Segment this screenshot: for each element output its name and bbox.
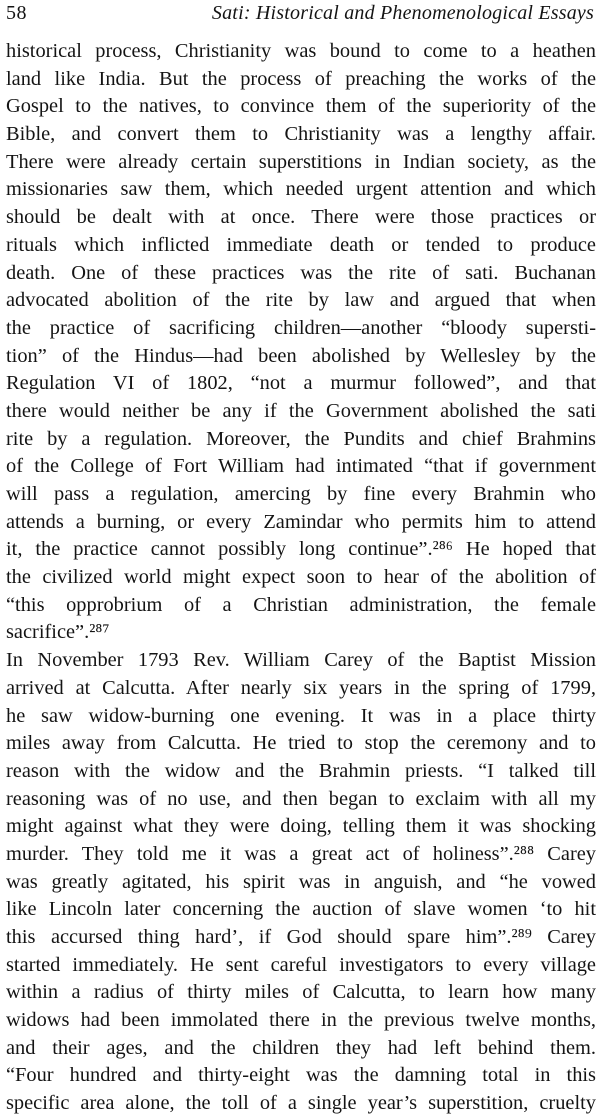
text-line: Regulation VI of 1802, “not a murmur followed”, and that [6,372,596,395]
text-line: this accursed thing hard’, if God should spare him”.²⁸⁹ Carey [6,926,596,948]
text-line: was greatly agitated, his spirit was in anguish, and “he vowed [6,870,596,893]
running-title: Sati: Historical and Phenomenological Essays [211,2,594,24]
text-line: reason with the widow and the Brahmin priests. “I talked till [6,759,596,782]
text-line: it, the practice cannot possibly long continue”.²⁸⁶ He hoped that [6,538,596,561]
text-line: Gospel to the natives, to convince them of the superiority of the [6,95,596,118]
text-line: Bible, and convert them to Christianity was a lengthy affair. [6,123,596,146]
text-line: missionaries saw them, which needed urgent attention and which [6,178,596,201]
text-line: started immediately. He sent careful investigators to every village [6,953,596,976]
text-line: of the College of Fort William had intimated “that if government [6,455,596,478]
text-line: reasoning was of no use, and then began to exclaim with all my [6,787,596,810]
text-line: In November 1793 Rev. William Carey of the Baptist Mission [6,649,596,672]
text-line: might against what they were doing, telling them it was shocking [6,815,596,838]
text-line: rite by a regulation. Moreover, the Pundits and chief Brahmins [6,427,596,450]
text-line: land like India. But the process of preaching the works of the [6,67,596,90]
text-line: attends a burning, or every Zamindar who permits him to attend [6,510,596,533]
text-line: widows had been immolated there in the previous twelve months, [6,1009,596,1032]
page-number: 58 [6,2,27,24]
text-line: historical process, Christianity was bound to come to a heathen [6,40,596,62]
text-line: advocated abolition of the rite by law and argued that when [6,289,596,312]
text-line: rituals which inflicted immediate death or tended to produce [6,233,596,256]
text-line: should be dealt with at once. There were those practices or [6,206,596,229]
text-line: sacrifice”.²⁸⁷ [6,621,110,644]
text-line: miles away from Calcutta. He tried to stop the ceremony and to [6,732,596,755]
text-line: specific area alone, the toll of a single year’s superstition, cruelty [6,1092,596,1115]
text-line: the civilized world might expect soon to hear of the abolition of [6,566,596,589]
text-line: will pass a regulation, amercing by fine every Brahmin who [6,483,596,505]
text-line: death. One of these practices was the rite of sati. Buchanan [6,261,596,284]
text-line: like Lincoln later concerning the auction of slave women ‘to hit [6,898,596,921]
text-line: there would neither be any if the Government abolished the sati [6,399,596,422]
text-line: and their ages, and the children they had left behind them. [6,1036,596,1059]
text-line: within a radius of thirty miles of Calcutta, to learn how many [6,981,596,1004]
text-line: the practice of sacrificing children—another “bloody supersti- [6,316,596,339]
running-head [6,0,594,30]
text-line: tion” of the Hindus—had been abolished by Wellesley by the [6,344,596,367]
text-line: murder. They told me it was a great act of holiness”.²⁸⁸ Carey [6,842,596,865]
text-line: “Four hundred and thirty-eight was the damning total in this [6,1064,596,1087]
text-line: he saw widow-burning one evening. It was in a place thirty [6,704,596,727]
text-line: arrived at Calcutta. After nearly six years in the spring of 1799, [6,676,596,699]
text-line: There were already certain superstitions in Indian society, as the [6,150,596,173]
text-line: “this opprobrium of a Christian administration, the female [6,593,596,616]
body-text [6,38,596,1118]
